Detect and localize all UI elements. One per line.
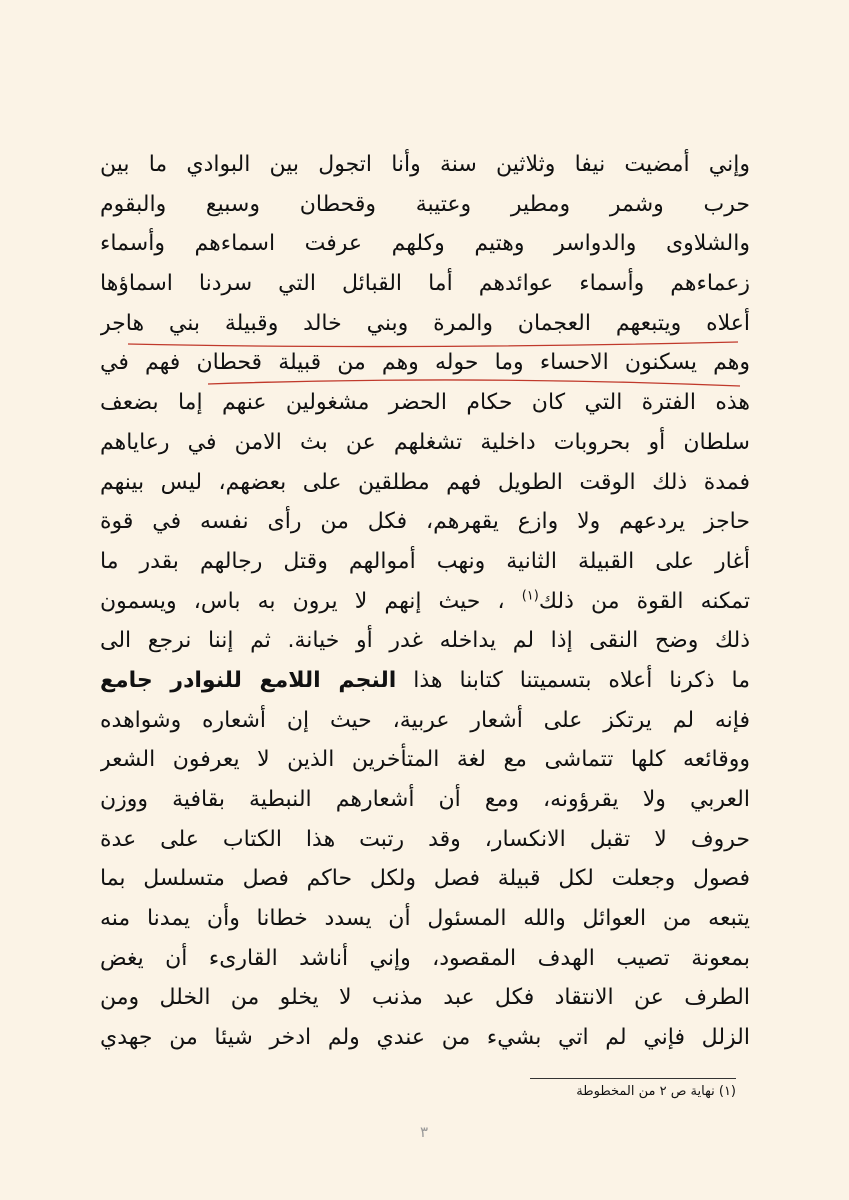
text-line: ذلك وضح النقى إذا لم يداخله غدر أو خيانة. ثم إننا نرجع الى — [100, 628, 750, 654]
text-line: وإني أمضيت نيفا وثلاثين سنة وأنا اتجول بين البوادي ما بين — [100, 152, 750, 177]
text-line: فإنه لم يرتكز على أشعار عربية، حيث إن أشعاره وشواهده — [100, 707, 750, 733]
text-line: حرب وشمر ومطير وعتيبة وقحطان وسبيع والبقوم — [100, 191, 750, 217]
text-line: بمعونة تصيب الهدف المقصود، وإني أناشد القارىء أن يغض — [100, 945, 750, 971]
text-line: الزلل فإني لم اتي بشيء من عندي ولم ادخر شيئا من جهدي — [100, 1025, 750, 1051]
text-line: فمدة ذلك الوقت الطويل فهم مطلقين على بعضهم، ليس بينهم — [100, 469, 750, 495]
text-line: زعماءهم وأسماء عوائدهم أما القبائل التي سردنا اسماؤها — [100, 271, 750, 297]
text-segment: ، حيث إنهم لا يرون به باس، ويسمون — [100, 588, 522, 614]
text-line-with-footnote-ref — [100, 582, 750, 622]
text-line: سلطان أو بحروبات داخلية تشغلهم عن بث الامن في رعاياهم — [100, 429, 750, 455]
text-line: العربي ولا يقرؤونه، ومع أن أشعارهم النبطية بقافية ووزن — [100, 787, 750, 812]
text-segment: تمكنه القوة من ذلك — [538, 588, 750, 614]
text-line: هذه الفترة التي كان حكام الحضر مشغولين عنهم إما بضعف — [100, 390, 750, 416]
footnote: (١) نهاية ص ٢ من المخطوطة — [576, 1084, 736, 1099]
text-line: أغار على القبيلة الثانية ونهب أموالهم وقتل رجالهم بقدر ما — [100, 548, 750, 574]
text-line: الطرف عن الانتقاد فكل عبد مذنب لا يخلو من الخلل ومن — [100, 985, 750, 1011]
text-line-with-book-title — [100, 661, 750, 701]
text-line: فصول وجعلت لكل قبيلة فصل ولكل حاكم فصل متسلسل بما — [100, 866, 750, 892]
footnote-separator — [530, 1078, 736, 1079]
text-line: أعلاه ويتبعهم العجمان والمرة وبني خالد وقبيلة بني هاجر — [100, 310, 750, 336]
footnote-reference: (١) — [521, 588, 539, 604]
book-title: النجم اللامع للنوادر جامع — [100, 667, 397, 693]
text-line: حاجز يردعهم ولا وازع يقهرهم، فكل من رأى نفسه في قوة — [100, 509, 750, 535]
main-text — [100, 145, 750, 1058]
text-line: وهم يسكنون الاحساء وما حوله وهم من قبيلة قحطان فهم في — [100, 350, 750, 376]
text-line: ووقائعه كلها تتماشى مع لغة المتأخرين الذين لا يعرفون الشعر — [100, 747, 750, 773]
text-line: حروف لا تقبل الانكسار، وقد رتبت هذا الكتاب على عدة — [100, 826, 750, 852]
text-line: يتبعه من العوائل والله المسئول أن يسدد خطانا وأن يمدنا منه — [100, 906, 750, 932]
text-segment: ما ذكرنا أعلاه بتسميتنا كتابنا هذا — [396, 667, 750, 693]
page-number: ٣ — [419, 1123, 429, 1141]
text-line: والشلاوى والدواسر وهتيم وكلهم عرفت اسماءهم وأسماء — [100, 231, 750, 257]
